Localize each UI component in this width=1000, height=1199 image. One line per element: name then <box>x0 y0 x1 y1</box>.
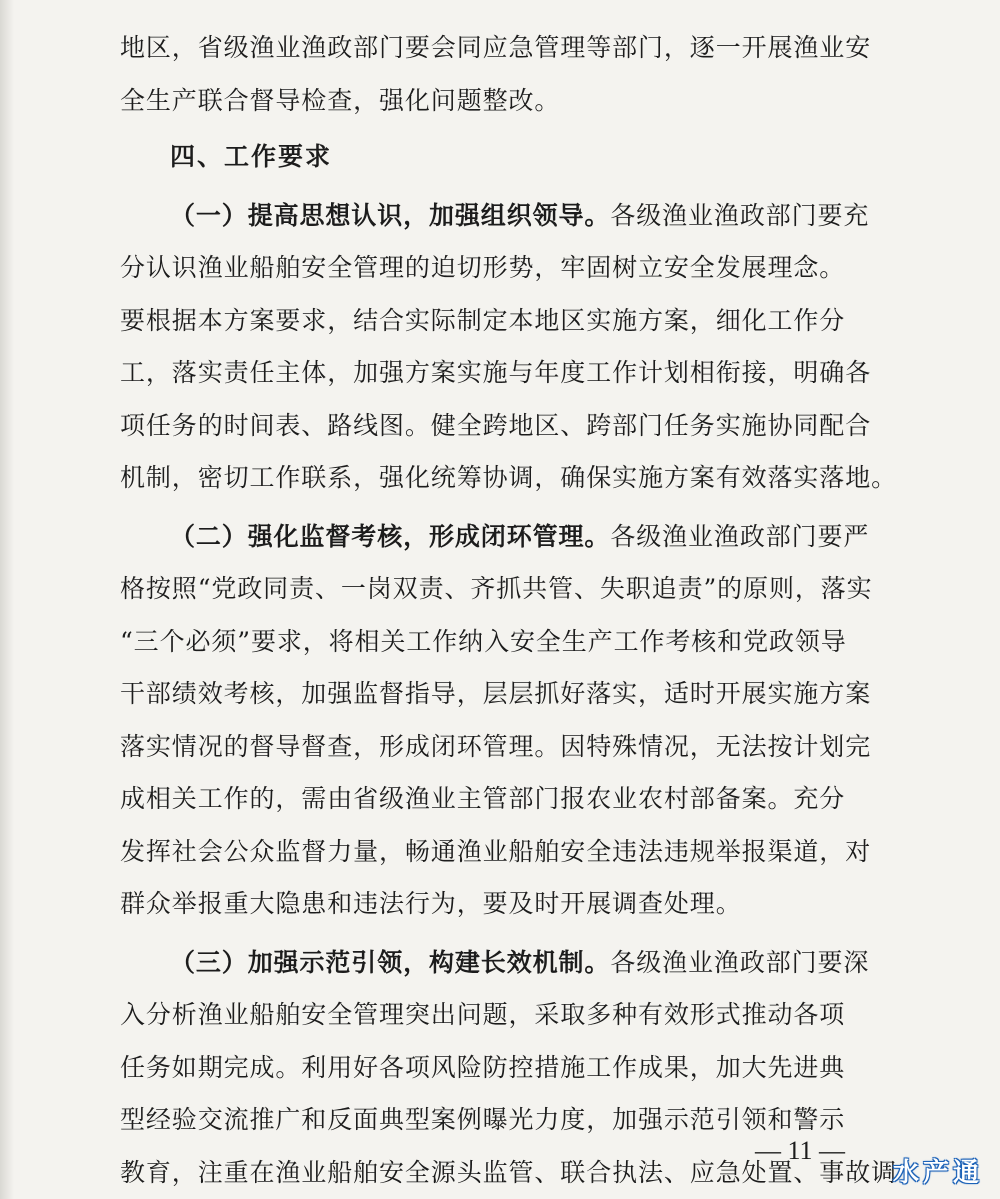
paragraph-first-line <box>120 190 870 243</box>
paragraph-line: 入分析渔业船舶安全管理突出问题，采取多种有效形式推动各项 <box>120 1000 846 1029</box>
paragraph-line: 机制，密切工作联系，强化统筹协调，确保实施方案有效落实落地。 <box>120 463 898 492</box>
paragraph-first-line <box>120 511 870 564</box>
intro-line-2: 全生产联合督导检查，强化问题整改。 <box>120 85 561 115</box>
paragraph-line: 群众举报重大隐患和违法行为，要及时开展调查处理。 <box>120 889 742 918</box>
page-number: — 11 — <box>754 1136 846 1165</box>
paragraph-first-line <box>120 937 870 990</box>
watermark-logo: 水产通 <box>893 1158 984 1188</box>
paragraph-line: 要根据本方案要求，结合实际制定本地区实施方案，细化工作分 <box>120 305 846 335</box>
paragraph-lead-rest: 各级渔业渔政部门要充 <box>610 200 870 230</box>
paragraph-line: 工，落实责任主体，加强方案实施与年度工作计划相衔接，明确各 <box>120 358 872 387</box>
paragraph-line: “三个必须”要求，将相关工作纳入安全生产工作考核和党政领导 <box>120 626 847 656</box>
paragraph-line: 型经验交流推广和反面典型案例曝光力度，加强示范引领和警示 <box>120 1105 846 1134</box>
paragraph-line: 干部绩效考核，加强监督指导，层层抓好落实，适时开展实施方案 <box>120 679 872 708</box>
paragraph-lead-heading: （二）强化监督考核，形成闭环管理。 <box>170 521 611 551</box>
paragraph-line: 发挥社会公众监督力量，畅通渔业船舶安全违法违规举报渠道，对 <box>120 836 872 866</box>
paragraph-line: 教育，注重在渔业船舶安全源头监管、联合执法、应急处置、事故调 <box>120 1157 898 1187</box>
paragraph-line: 分认识渔业船舶安全管理的迫切形势，牢固树立安全发展理念。 <box>120 253 846 282</box>
paragraph-1 <box>120 190 898 505</box>
paragraph-lead-heading: （一）提高思想认识，加强组织领导。 <box>170 200 611 230</box>
paragraph-2 <box>120 511 873 931</box>
paragraph-line: 任务如期完成。利用好各项风险防控措施工作成果，加大先进典 <box>120 1052 846 1082</box>
paragraph-line: 格按照“党政同责、一岗双责、齐抓共管、失职追责”的原则，落实 <box>120 574 873 603</box>
intro-line-1: 地区，省级渔业渔政部门要会同应急管理等部门，逐一开展渔业安 <box>120 33 872 62</box>
paragraph-line: 落实情况的督导督查，形成闭环管理。因特殊情况，无法按计划完 <box>120 731 872 761</box>
scan-edge-shadow <box>0 0 14 1199</box>
paragraph-lead-rest: 各级渔业渔政部门要严 <box>610 521 870 551</box>
document-body <box>120 22 898 1199</box>
paragraph-line: 成相关工作的，需由省级渔业主管部门报农业农村部备案。充分 <box>120 784 846 813</box>
paragraph-line: 项任务的时间表、路线图。健全跨地区、跨部门任务实施协同配合 <box>120 410 872 440</box>
section-heading: 四、工作要求 <box>170 142 333 171</box>
paragraph-lead-rest: 各级渔业渔政部门要深 <box>610 947 870 977</box>
paragraph-lead-heading: （三）加强示范引领，构建长效机制。 <box>170 947 611 977</box>
